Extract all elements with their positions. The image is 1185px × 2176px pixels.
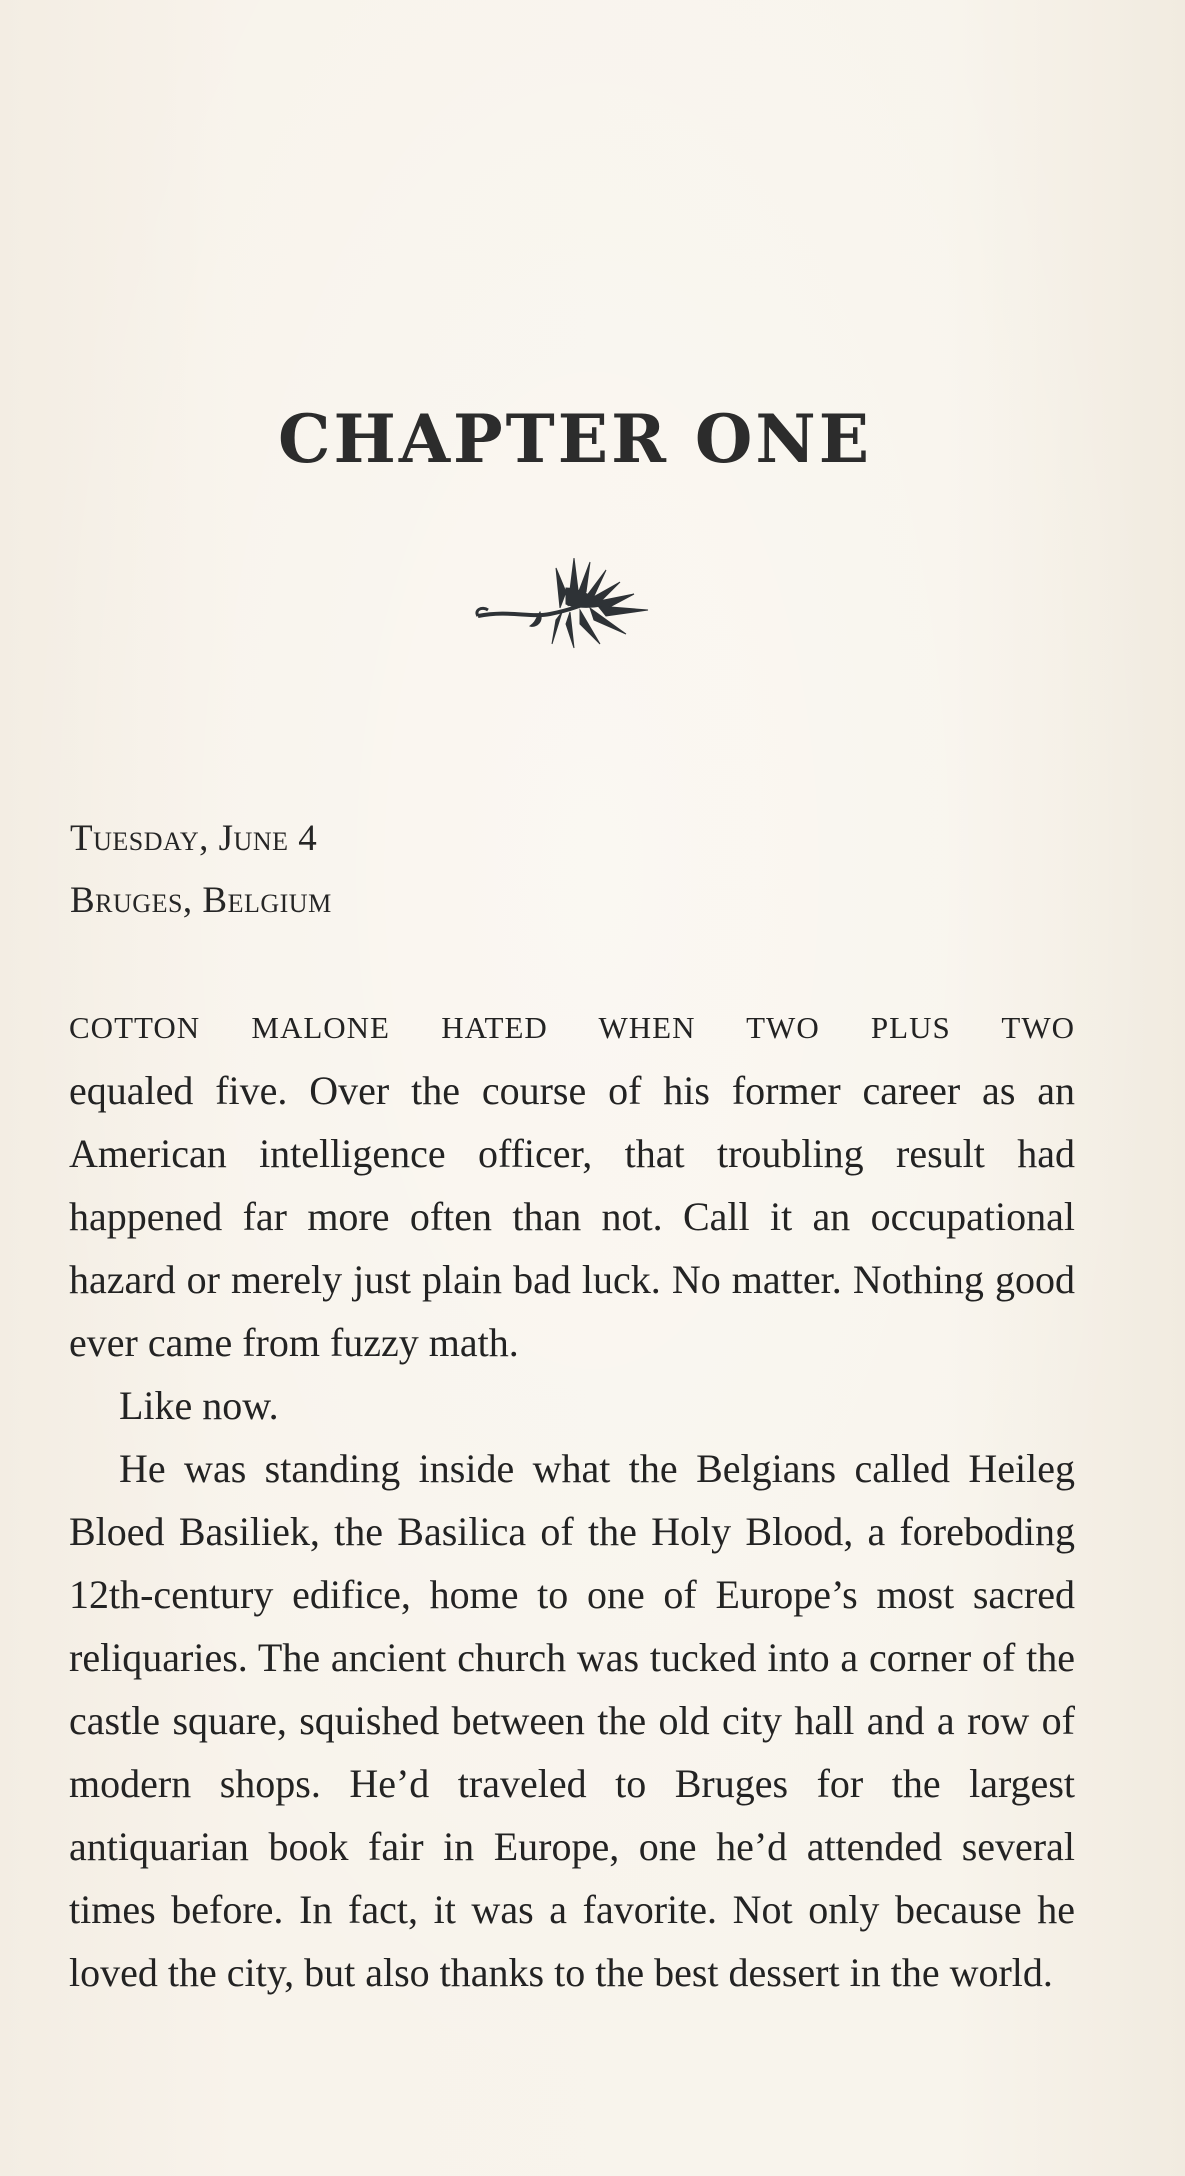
paragraph-1 xyxy=(69,996,1075,1374)
paragraph-2: Like now. xyxy=(119,1383,279,1428)
paragraph-3: He was standing inside what the Belgians called Heileg Bloed Basiliek, the Basilica of the Holy Blood, a foreboding 12th-century edifice, home to one of Europe’s most sacred reliquaries. The ancient church was tucked into a corner of the castle square, squished between the old city hall and a row of modern shops. He’d traveled to Bruges for the largest antiquarian book fair in Europe, one he’d attended several times before. In fact, it was a favorite. Not only because he loved the city, but also thanks to the best dessert in the world. xyxy=(69,1446,1075,1995)
chapter-body xyxy=(69,996,1075,2004)
chapter-title: CHAPTER ONE xyxy=(277,400,873,478)
lead-in-small-caps: COTTON MALONE HATED WHEN TWO PLUS TWO xyxy=(69,1010,1075,1045)
dateline-place: Bruges, Belgium xyxy=(70,880,332,921)
paragraph-1-text: equaled five. Over the course of his former career as an American intelligence officer, that troubling result had happened far more often than not. Call it an occupational hazard or merely just plain bad luck. No matter. Nothing good ever came from fuzzy math. xyxy=(69,1068,1075,1365)
dateline xyxy=(70,808,332,932)
leaf-sprig-icon xyxy=(470,548,680,658)
dateline-date: Tuesday, June 4 xyxy=(70,818,318,859)
